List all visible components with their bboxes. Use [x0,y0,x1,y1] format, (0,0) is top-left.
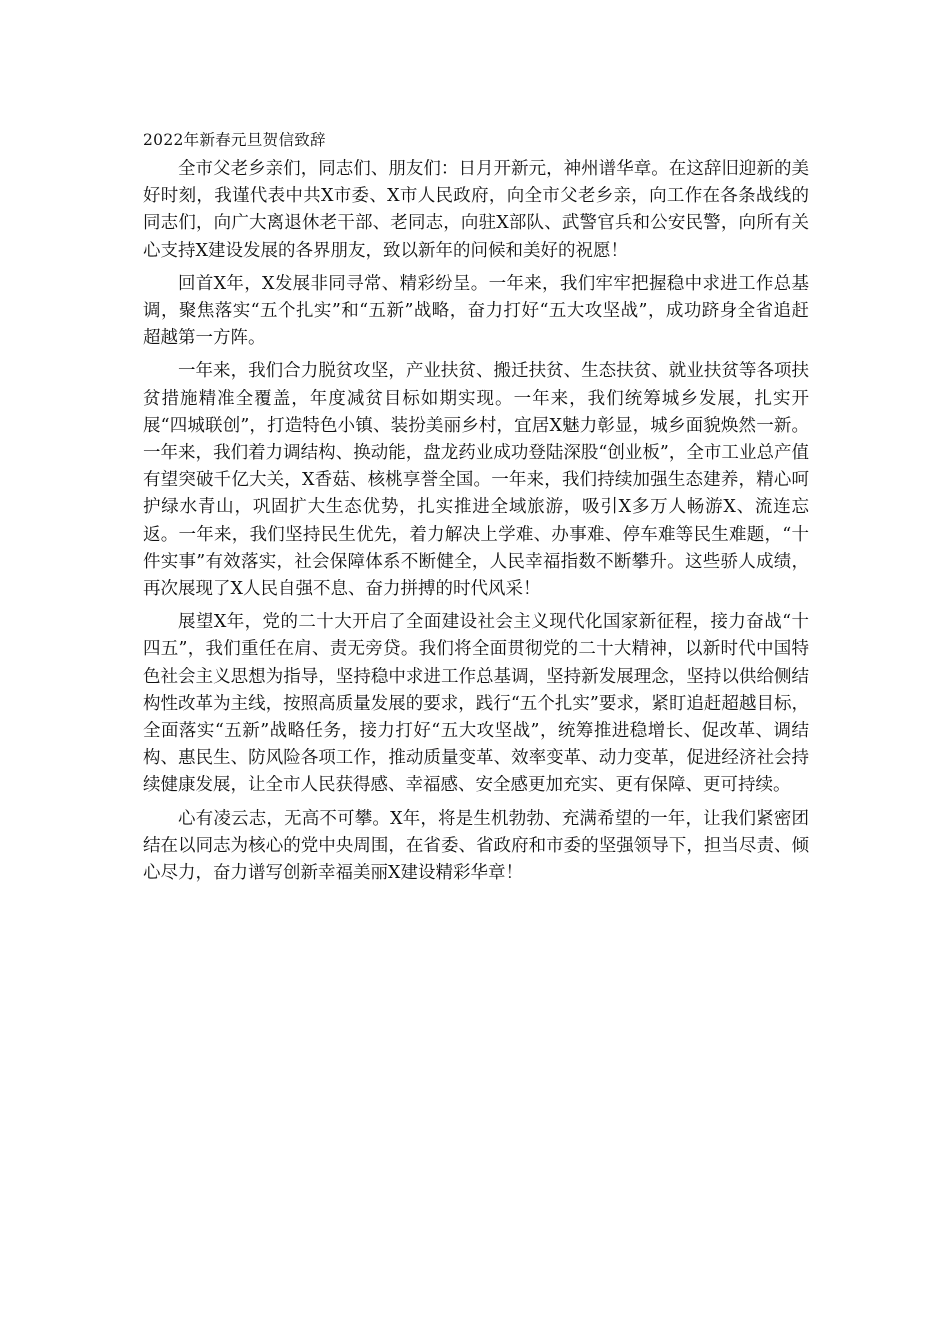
document-page [143,128,809,893]
paragraph-outlook: 展望X年，党的二十大开启了全面建设社会主义现代化国家新征程，接力奋战“十四五”，我们重任在肩、责无旁贷。我们将全面贯彻党的二十大精神，以新时代中国特色社会主义思想为指导，坚持稳中求进工作总基调，坚持新发展理念，坚持以供给侧结构性改革为主线，按照高质量发展的要求，践行“五个扎实”要求，紧盯追赶超越目标，全面落实“五新”战略任务，接力打好“五大攻坚战”，统筹推进稳增长、促改革、调结构、惠民生、防风险各项工作，推动质量变革、效率变革、动力变革，促进经济社会持续健康发展，让全市人民获得感、幸福感、安全感更加充实、更有保障、更可持续。 [143,612,809,796]
document-title: 2022年新春元旦贺信致辞 [143,131,326,149]
paragraph-greeting: 全市父老乡亲们，同志们、朋友们：日月开新元，神州谱华章。在这辞旧迎新的美好时刻，我谨代表中共X市委、X市人民政府，向全市父老乡亲，向工作在各条战线的同志们，向广大离退休老干部、老同志，向驻X部队、武警官兵和公安民警，向所有关心支持X建设发展的各界朋友，致以新年的问候和美好的祝愿！ [143,159,809,261]
paragraph-closing: 心有凌云志，无高不可攀。X年，将是生机勃勃、充满希望的一年，让我们紧密团结在以同志为核心的党中央周围，在省委、省政府和市委的坚强领导下，担当尽责、倾心尽力，奋力谱写创新幸福美丽X建设精彩华章！ [143,808,809,884]
paragraph-review: 回首X年，X发展非同寻常、精彩纷呈。一年来，我们牢牢把握稳中求进工作总基调，聚焦落实“五个扎实”和“五新”战略，奋力打好“五大攻坚战”，成功跻身全省追赶超越第一方阵。 [143,273,809,349]
paragraph-achievements: 一年来，我们合力脱贫攻坚，产业扶贫、搬迁扶贫、生态扶贫、就业扶贫等各项扶贫措施精准全覆盖，年度减贫目标如期实现。一年来，我们统筹城乡发展，扎实开展“四城联创”，打造特色小镇、装扮美丽乡村，宜居X魅力彰显，城乡面貌焕然一新。一年来，我们着力调结构、换动能，盘龙药业成功登陆深股“创业板”，全市工业总产值有望突破千亿大关，X香菇、核桃享誉全国。一年来，我们持续加强生态建养，精心呵护绿水青山，巩固扩大生态优势，扎实推进全域旅游，吸引X多万人畅游X、流连忘返。一年来，我们坚持民生优先，着力解决上学难、办事难、停车难等民生难题，“十件实事”有效落实，社会保障体系不断健全，人民幸福指数不断攀升。这些骄人成绩，再次展现了X人民自强不息、奋力拼搏的时代风采！ [143,361,809,600]
